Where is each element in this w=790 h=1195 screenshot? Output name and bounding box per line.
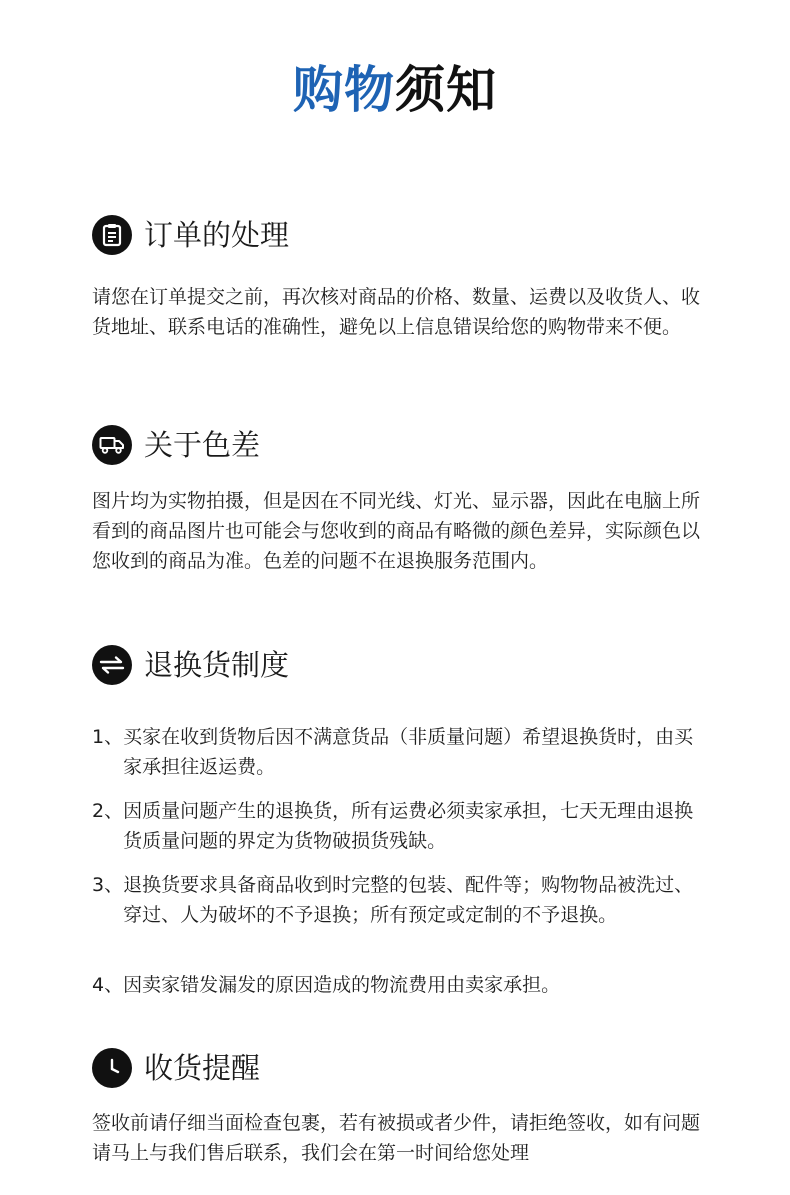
list-item-text: 因卖家错发漏发的原因造成的物流费用由卖家承担。 xyxy=(123,974,561,996)
section-heading-receipt xyxy=(92,1047,260,1089)
title-accent: 购物 xyxy=(293,61,395,119)
section-body-receipt: 签收前请仔细当面检查包裹，若有被损或者少件，请拒绝签收，如有问题请马上与我们售后联系，我们会在第一时间给您处理 xyxy=(92,1112,701,1164)
list-item-text: 因质量问题产生的退换货，所有运费必须卖家承担，七天无理由退换货质量问题的界定为货物破损货残缺。 xyxy=(123,800,694,852)
list-item-number: 4、 xyxy=(92,974,124,996)
title-rest: 须知 xyxy=(395,61,497,119)
list-item xyxy=(92,796,702,856)
delivery-truck-icon xyxy=(92,425,132,465)
section-title: 退换货制度 xyxy=(144,648,290,682)
list-item-number: 1、 xyxy=(92,726,124,748)
section-title: 订单的处理 xyxy=(144,218,290,252)
list-item xyxy=(92,722,702,782)
section-title: 收货提醒 xyxy=(144,1051,261,1085)
exchange-arrows-icon xyxy=(92,645,132,685)
section-heading-color xyxy=(92,424,260,466)
clock-icon xyxy=(92,1048,132,1088)
list-item-text: 买家在收到货物后因不满意货品（非质量问题）希望退换货时，由买家承担往返运费。 xyxy=(123,726,694,778)
list-item xyxy=(92,870,702,930)
section-heading-return xyxy=(92,644,289,686)
list-item xyxy=(92,970,702,1000)
list-item-number: 3、 xyxy=(92,874,124,896)
list-item-number: 2、 xyxy=(92,800,124,822)
section-body-color: 图片均为实物拍摄，但是因在不同光线、灯光、显示器，因此在电脑上所看到的商品图片也可能会与您收到的商品有略微的颜色差异，实际颜色以您收到的商品为准。色差的问题不在退换服务范围内。 xyxy=(92,490,701,572)
section-heading-order xyxy=(92,214,289,256)
section-title: 关于色差 xyxy=(144,428,261,462)
list-item-text: 退换货要求具备商品收到时完整的包装、配件等；购物物品被洗过、穿过、人为破坏的不予退换；所有预定或定制的不予退换。 xyxy=(123,874,694,926)
page-title xyxy=(0,58,790,122)
order-list-icon xyxy=(92,215,132,255)
section-body-order: 请您在订单提交之前，再次核对商品的价格、数量、运费以及收货人、收货地址、联系电话的准确性，避免以上信息错误给您的购物带来不便。 xyxy=(92,286,701,338)
